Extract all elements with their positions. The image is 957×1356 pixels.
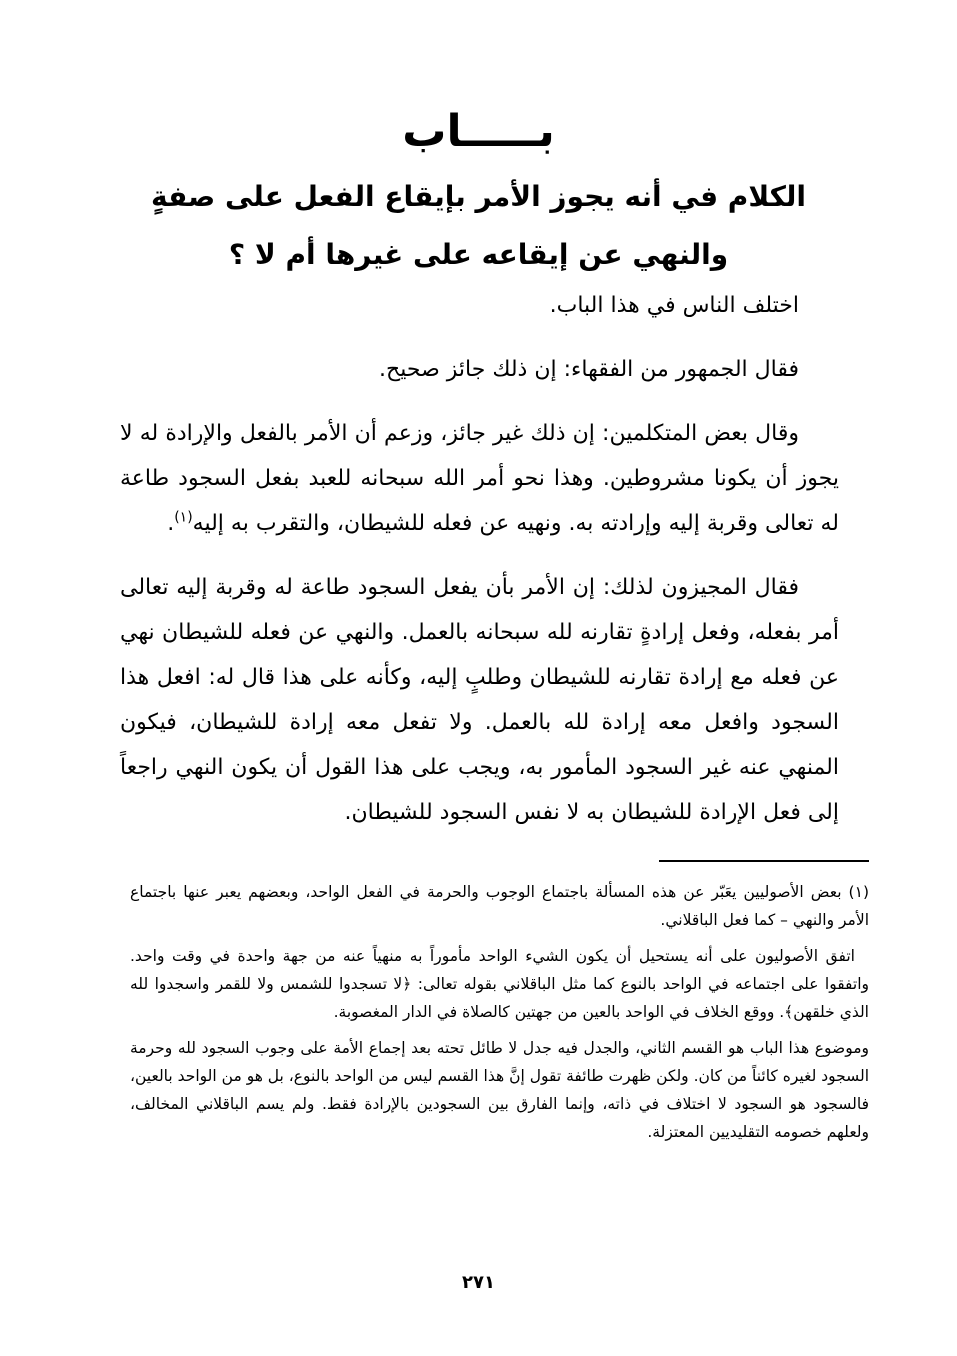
- footnotes: [130, 878, 869, 1154]
- chapter-title: [150, 168, 807, 284]
- footnote-3: وموضوع هذا الباب هو القسم الثاني، والجدل فيه جدل لا طائل تحته بعد إجماع الأمة على وجوب السجود لله وحرمة السجود لغيره كائناً من كان. ولكن ظهرت طائفة تقول إنَّ هذا القسم ليس من الواحد بالنوع، بل هو من الواحد بالعين، فالسجود هو السجود لا اختلاف في ذاته، وإنما الفارق بين السجودين بالإرادة فقط. ولم يسم الباقلاني المخالف، ولعلهم خصومه التقليديين المعتزلة.: [130, 1039, 869, 1141]
- page-number: ٢٧١: [462, 1272, 495, 1293]
- paragraph-1: اختلف الناس في هذا الباب.: [549, 293, 799, 318]
- chapter-title-line-1: الكلام في أنه يجوز الأمر بإيقاع الفعل على صفةٍ: [151, 180, 806, 213]
- paragraph-3-end: .: [167, 511, 175, 536]
- paragraph-4: فقال المجيزون لذلك: إن الأمر بأن يفعل السجود طاعة له وقربة إليه تعالى أمر بفعله، وفعل إرادةٍ تقارنه لله سبحانه بالعمل. والنهي عن فعله للشيطان نهي عن فعله مع إرادة تقارنه للشيطان وطلبٍ إليه، وكأنه على هذا قال له: افعل هذا السجود وافعل معه إرادة لله بالعمل. ولا تفعل معه إرادة للشيطان، فيكون المنهي عنه غير السجود المأمور به، ويجب على هذا القول أن يكون النهي راجعاً إلى فعل الإرادة للشيطان به لا نفس السجود للشيطان.: [120, 575, 839, 825]
- footnote-reference-1: (١): [174, 509, 193, 526]
- main-text: [120, 283, 839, 835]
- chapter-heading: بـــــاب: [402, 106, 555, 157]
- footnote-2: اتفق الأصوليون على أنه يستحيل أن يكون الشيء الواحد مأموراً به منهياً عنه من جهة واحدة في وقت واحد. واتفقوا على اجتماعه في الواحد بالنوع كما مثل الباقلاني بقوله تعالى: ﴿لا تسجدوا للشمس ولا للقمر واسجدوا لله الذي خلقهن﴾. ووقع الخلاف في الواحد بالعين من جهتين كالصلاة في الدار المغصوبة.: [130, 947, 869, 1021]
- footnote-1: (١) بعض الأصوليين يعَبّر عن هذه المسألة باجتماع الوجوب والحرمة في الفعل الواحد، وبعضهم يعبر عنها باجتماع الأمر والنهي – كما فعل الباقلاني.: [130, 883, 869, 929]
- footnote-divider: [659, 860, 869, 862]
- paragraph-3: [120, 411, 839, 546]
- chapter-title-line-2: والنهي عن إيقاعه على غيرها أم لا ؟: [228, 238, 729, 271]
- paragraph-2: فقال الجمهور من الفقهاء: إن ذلك جائز صحيح.: [379, 357, 799, 382]
- paragraph-3-text: وقال بعض المتكلمين: إن ذلك غير جائز، وزعم أن الأمر بالفعل والإرادة له لا يجوز أن يكونا مشروطين. وهذا نحو أمر الله سبحانه للعبد بفعل السجود طاعة له تعالى وقربة إليه وإرادته به. ونهيه عن فعله للشيطان، والتقرب به إليه: [120, 421, 839, 536]
